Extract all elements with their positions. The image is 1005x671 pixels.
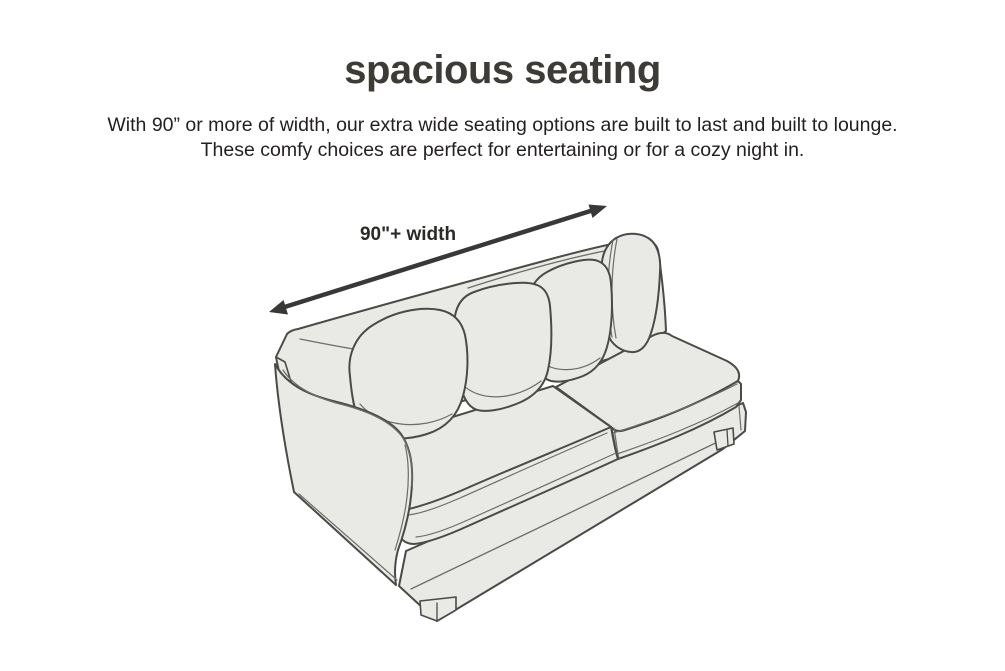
intro-line-1: With 90” or more of width, our extra wide seating options are built to last and built to lounge. <box>107 114 898 136</box>
page-title: spacious seating <box>344 48 661 92</box>
back-pillow-2 <box>454 283 551 411</box>
intro-line-2: These comfy choices are perfect for entertaining or for a cozy night in. <box>200 139 805 161</box>
sofa-illustration <box>275 234 746 621</box>
dimension-label: 90"+ width <box>359 224 457 245</box>
foot-block <box>420 597 456 621</box>
pillow-outline <box>454 283 551 411</box>
sofa-foot-right <box>714 428 734 450</box>
sofa-foot-front <box>420 597 456 621</box>
arrow-head-left <box>269 300 288 315</box>
foot-block <box>714 428 734 450</box>
arrow-head-right <box>589 205 608 219</box>
